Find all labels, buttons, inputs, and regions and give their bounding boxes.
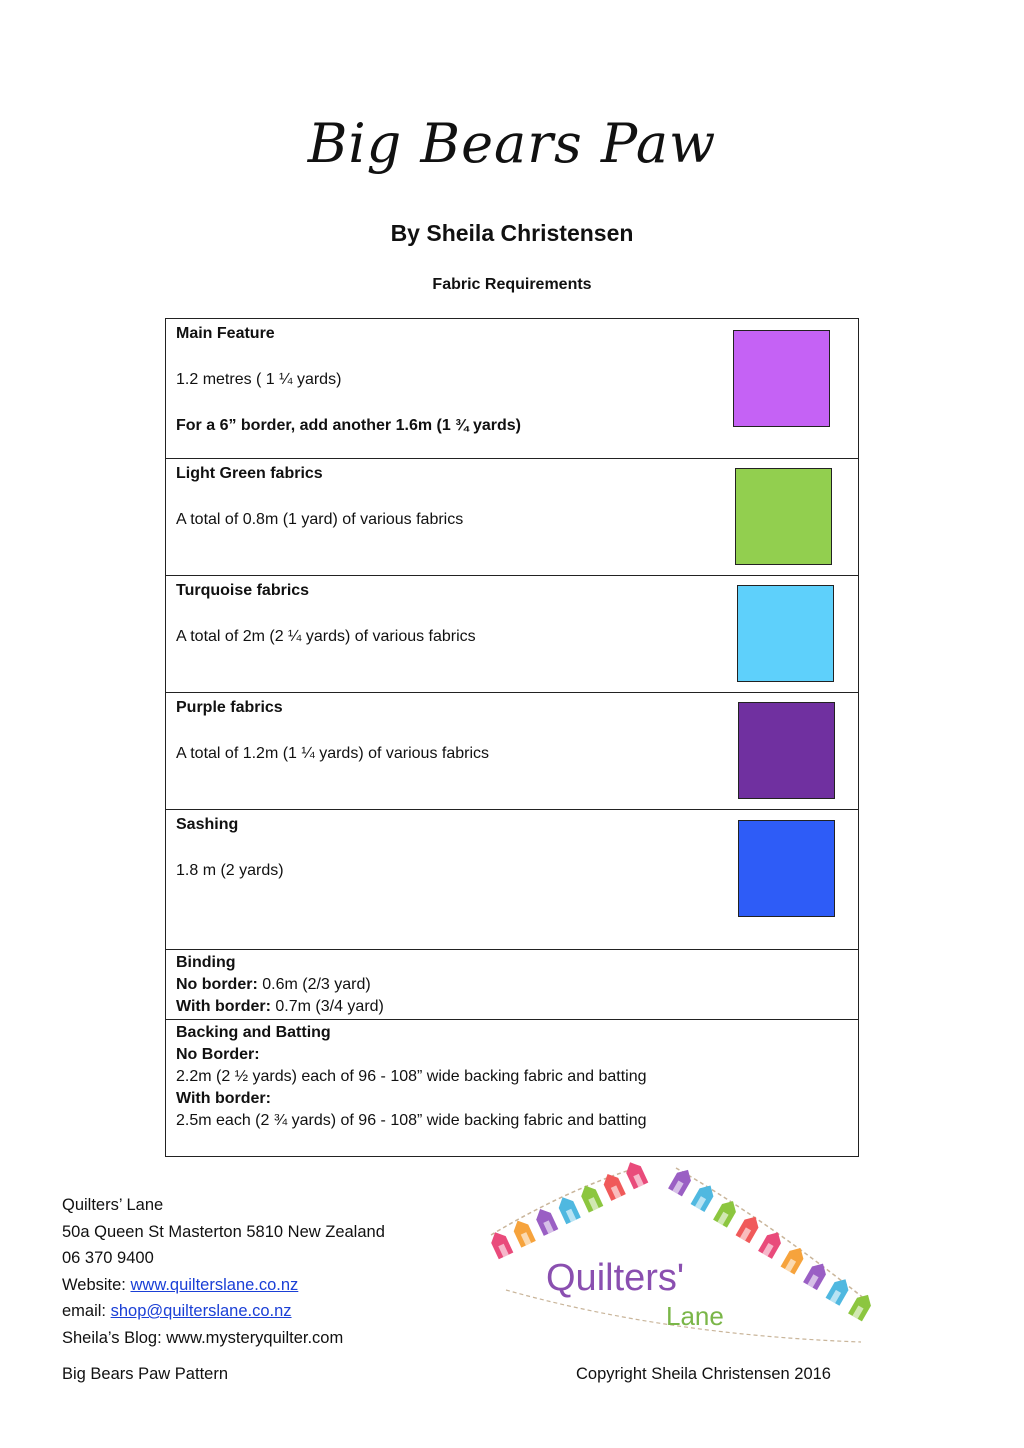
document-title: Big Bears Paw bbox=[307, 112, 717, 175]
section-subtitle: Fabric Requirements bbox=[432, 276, 592, 293]
fabric-amount: A total of 0.8m (1 yard) of various fabrics bbox=[176, 511, 464, 528]
logo-house-icon bbox=[758, 1228, 785, 1259]
backing-heading: Backing and Batting bbox=[176, 1024, 331, 1041]
fabric-heading: Main Feature bbox=[176, 325, 275, 342]
blog-line: Sheila’s Blog: www.mysteryquilter.com bbox=[62, 1328, 344, 1347]
logo-word-quilters: Quilters' bbox=[546, 1257, 685, 1299]
backing-row bbox=[166, 1020, 858, 1156]
logo-house-icon bbox=[510, 1217, 535, 1247]
fabric-heading: Light Green fabrics bbox=[176, 465, 323, 482]
swatch-purple bbox=[738, 702, 835, 799]
fabric-row-purple bbox=[166, 693, 858, 810]
fabric-row-sashing bbox=[166, 810, 858, 950]
fabric-amount: A total of 2m (2 ¼ yards) of various fabrics bbox=[176, 628, 476, 645]
fabric-amount: A total of 1.2m (1 ¼ yards) of various fabrics bbox=[176, 745, 490, 762]
swatch-light-green bbox=[735, 468, 832, 565]
website-link[interactable]: www.quilterslane.co.nz bbox=[130, 1275, 299, 1294]
email-link[interactable]: shop@quilterslane.co.nz bbox=[110, 1302, 292, 1320]
footer-copyright: Copyright Sheila Christensen 2016 bbox=[576, 1365, 831, 1383]
fabric-heading: Turquoise fabrics bbox=[176, 582, 310, 599]
fabric-amount: 1.8 m (2 yards) bbox=[176, 862, 284, 879]
logo-house-icon bbox=[488, 1229, 513, 1259]
binding-with-border: With border: 0.7m (3/4 yard) bbox=[176, 998, 384, 1015]
website-line: Website: www.quilterslane.co.nz bbox=[62, 1275, 299, 1294]
fabric-heading: Purple fabrics bbox=[176, 699, 283, 716]
contact-block bbox=[62, 1192, 385, 1351]
shop-address: 50a Queen St Masterton 5810 New Zealand bbox=[62, 1222, 385, 1241]
logo-house-icon bbox=[668, 1166, 695, 1197]
logo-house-icon bbox=[736, 1213, 763, 1244]
shop-phone: 06 370 9400 bbox=[62, 1249, 154, 1267]
logo-word-lane: Lane bbox=[666, 1301, 724, 1331]
quilters-lane-logo bbox=[486, 1160, 876, 1345]
backing-no-border-value: 2.2m (2 ½ yards) each of 96 - 108” wide backing fabric and batting bbox=[176, 1068, 647, 1085]
logo-house-icon bbox=[713, 1197, 740, 1228]
fabric-border-note: For a 6” border, add another 1.6m (1 ¾ yards) bbox=[176, 417, 521, 434]
binding-row bbox=[166, 950, 858, 1020]
fabric-amount: 1.2 metres ( 1 ¼ yards) bbox=[176, 371, 342, 388]
fabric-requirements-table bbox=[165, 318, 859, 1157]
fabric-row-light-green bbox=[166, 459, 858, 576]
swatch-sashing bbox=[738, 820, 835, 917]
backing-with-border-value: 2.5m each (2 ¾ yards) of 96 - 108” wide backing fabric and batting bbox=[176, 1112, 647, 1129]
binding-no-border: No border: 0.6m (2/3 yard) bbox=[176, 976, 371, 993]
logo-house-icon bbox=[826, 1275, 853, 1306]
backing-with-border-label: With border: bbox=[176, 1090, 271, 1107]
fabric-heading: Sashing bbox=[176, 816, 239, 833]
logo-house-icon bbox=[578, 1182, 603, 1212]
shop-name: Quilters’ Lane bbox=[62, 1196, 164, 1214]
author-byline: By Sheila Christensen bbox=[390, 220, 634, 246]
email-line: email: shop@quilterslane.co.nz bbox=[62, 1302, 292, 1320]
swatch-main-feature bbox=[733, 330, 830, 427]
logo-house-icon bbox=[623, 1160, 648, 1189]
backing-no-border-label: No Border: bbox=[176, 1046, 260, 1063]
swatch-turquoise bbox=[737, 585, 834, 682]
fabric-row-turquoise bbox=[166, 576, 858, 693]
footer-pattern-name: Big Bears Paw Pattern bbox=[62, 1365, 228, 1383]
logo-house-icon bbox=[691, 1182, 718, 1213]
logo-house-icon bbox=[781, 1244, 808, 1275]
binding-heading: Binding bbox=[176, 954, 236, 971]
logo-house-icon bbox=[803, 1260, 830, 1291]
fabric-row-main-feature bbox=[166, 319, 858, 459]
